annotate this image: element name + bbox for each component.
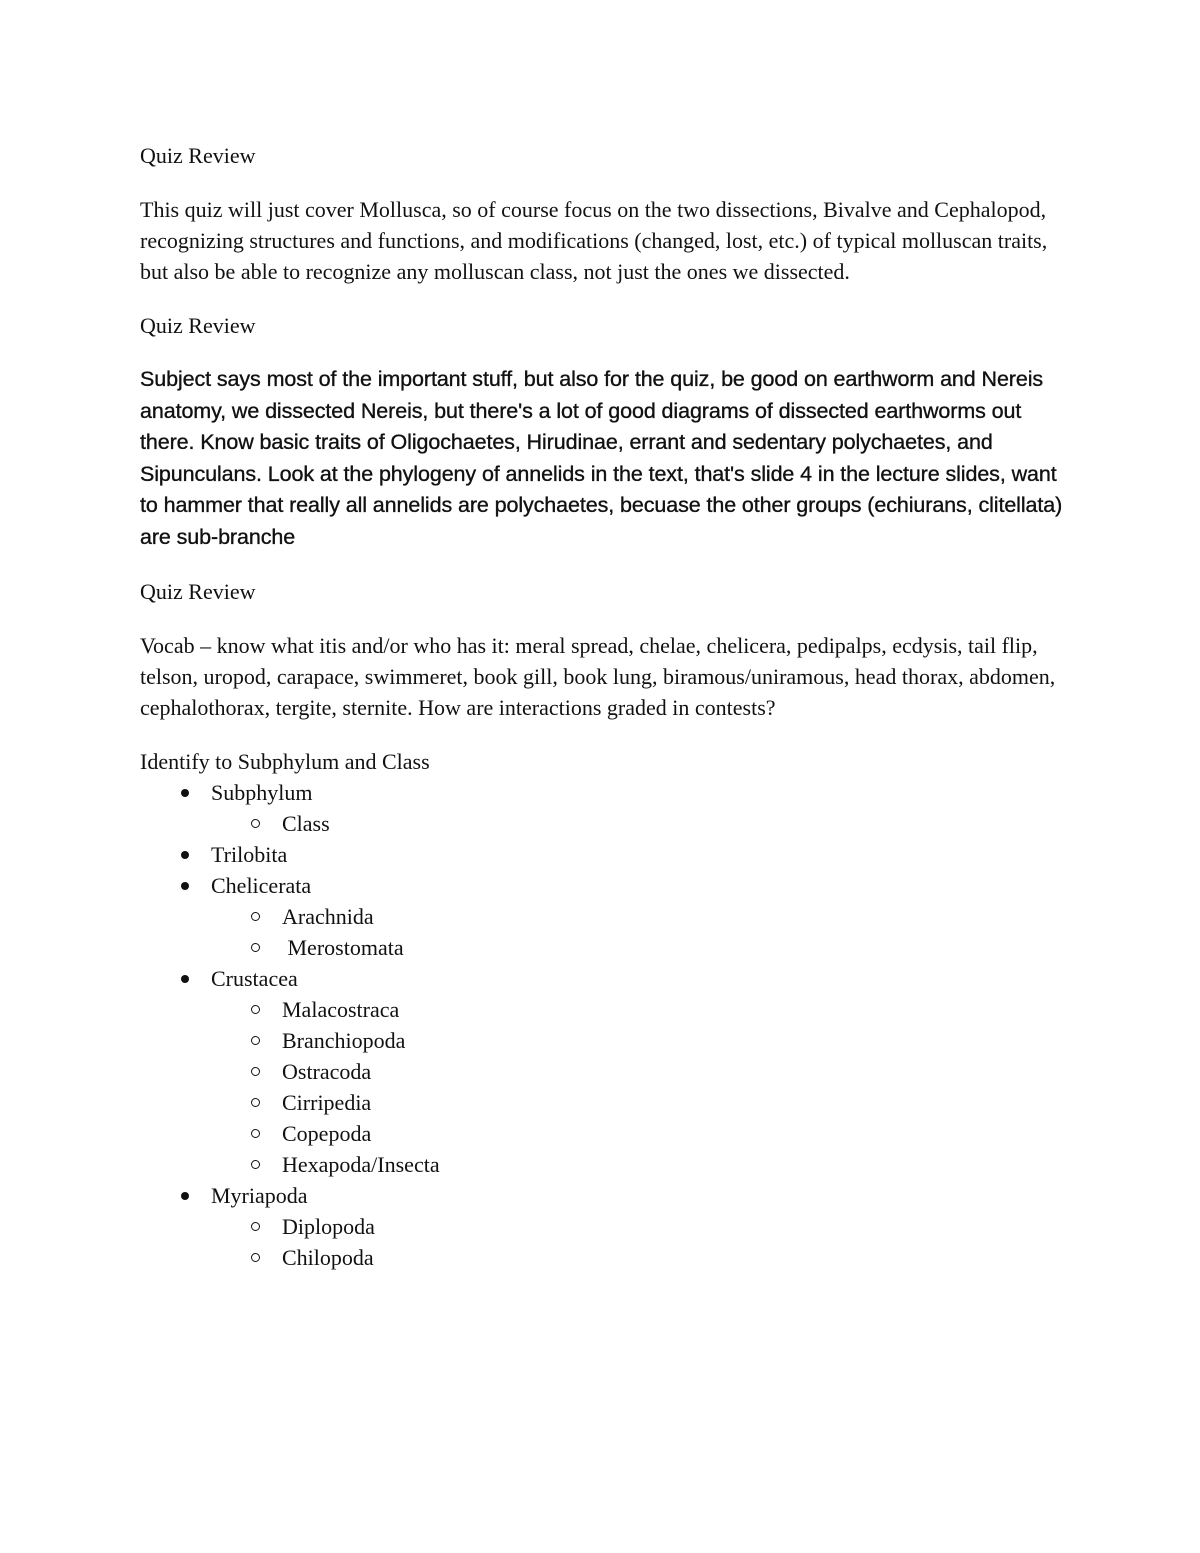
section-heading: Quiz Review xyxy=(140,313,256,338)
list-item-label: Chelicerata xyxy=(211,873,312,898)
section-heading: Quiz Review xyxy=(140,143,256,168)
sublist-item xyxy=(211,1242,1070,1273)
sublist-item-label: Ostracoda xyxy=(282,1059,372,1084)
list-item-label: Myriapoda xyxy=(211,1183,308,1208)
mollusca-paragraph: This quiz will just cover Mollusca, so of course focus on the two dissections, Bivalve and Cephalopod, recognizing structures and functions, and modifications (changed, lost, etc.) of typical molluscan traits, but also be able to recognize any molluscan class, not just the ones we dissected. xyxy=(140,197,1048,284)
list-item xyxy=(140,870,1070,963)
sublist-item-label: Chilopoda xyxy=(282,1245,374,1270)
list-item-label: Subphylum xyxy=(211,780,313,805)
circle-bullet-icon xyxy=(251,1160,260,1169)
taxonomy-list xyxy=(140,777,1070,1273)
sublist-item-label: Merostomata xyxy=(282,935,404,960)
document-page xyxy=(140,140,1070,1273)
bullet-icon xyxy=(181,882,189,890)
vocab-paragraph: Vocab – know what itis and/or who has it: meral spread, chelae, chelicera, pedipalps, ecdysis, tail flip, telson, uropod, carapace, swimmeret, book gill, book lung, biramous/uniramous, head thorax, abdomen, cephalothorax, tergite, sternite. How are interactions graded in contests? xyxy=(140,633,1056,720)
circle-bullet-icon xyxy=(251,912,260,921)
sublist-item xyxy=(211,1149,1070,1180)
identify-title: Identify to Subphylum and Class xyxy=(140,749,430,774)
sublist-item xyxy=(211,932,1070,963)
list-item xyxy=(140,1180,1070,1273)
sublist xyxy=(211,994,1070,1180)
bullet-icon xyxy=(181,975,189,983)
bullet-icon xyxy=(181,789,189,797)
sublist-item-label: Diplopoda xyxy=(282,1214,375,1239)
circle-bullet-icon xyxy=(251,1067,260,1076)
list-item xyxy=(140,839,1070,870)
list-item xyxy=(140,777,1070,839)
sublist-item xyxy=(211,1087,1070,1118)
sublist-item xyxy=(211,1211,1070,1242)
sublist-item xyxy=(211,901,1070,932)
sublist-item-label: Copepoda xyxy=(282,1121,372,1146)
sublist-item-label: Hexapoda/Insecta xyxy=(282,1152,440,1177)
sublist xyxy=(211,901,1070,963)
bullet-icon xyxy=(181,1192,189,1200)
sublist-item xyxy=(211,808,1070,839)
sublist-item-label: Malacostraca xyxy=(282,997,400,1022)
sublist xyxy=(211,1211,1070,1273)
section-heading: Quiz Review xyxy=(140,579,256,604)
circle-bullet-icon xyxy=(251,1036,260,1045)
sublist-item xyxy=(211,1118,1070,1149)
circle-bullet-icon xyxy=(251,1222,260,1231)
list-item-label: Crustacea xyxy=(211,966,298,991)
annelid-paragraph: Subject says most of the important stuff, but also for the quiz, be good on earthworm and Nereis anatomy, we dissected Nereis, but there's a lot of good diagrams of dissected earthworms out there. Know basic traits of Oligochaetes, Hirudinae, errant and sedentary polychaetes, and Sipunculans. Look at the phylogeny of annelids in the text, that's slide 4 in the lecture slides, want to hammer that really all annelids are polychaetes, becuase the other groups (echiurans, clitellata) are sub-branche xyxy=(140,367,1063,549)
circle-bullet-icon xyxy=(251,943,260,952)
list-item xyxy=(140,963,1070,1180)
circle-bullet-icon xyxy=(251,1005,260,1014)
sublist-item xyxy=(211,1056,1070,1087)
sublist-item-label: Arachnida xyxy=(282,904,374,929)
sublist-item xyxy=(211,994,1070,1025)
circle-bullet-icon xyxy=(251,819,260,828)
sublist-item-label: Class xyxy=(282,811,330,836)
sublist-item-label: Branchiopoda xyxy=(282,1028,406,1053)
circle-bullet-icon xyxy=(251,1253,260,1262)
list-item-label: Trilobita xyxy=(211,842,288,867)
bullet-icon xyxy=(181,851,189,859)
sublist xyxy=(211,808,1070,839)
circle-bullet-icon xyxy=(251,1098,260,1107)
sublist-item-label: Cirripedia xyxy=(282,1090,372,1115)
sublist-item xyxy=(211,1025,1070,1056)
circle-bullet-icon xyxy=(251,1129,260,1138)
